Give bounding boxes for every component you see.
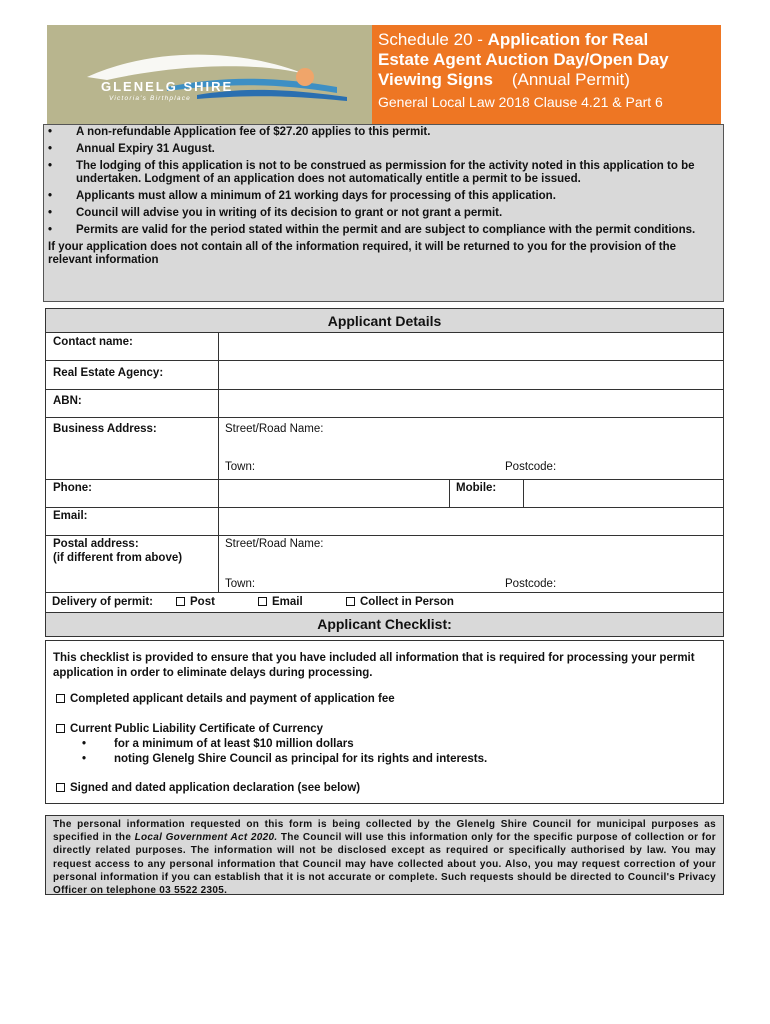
form-subtitle: General Local Law 2018 Clause 4.21 & Part 6 [378, 94, 663, 110]
abn-row [46, 390, 723, 418]
notice-bullet: • Applicants must allow a minimum of 21 working days for processing of this application. [48, 190, 719, 203]
checklist-item-liability-certificate[interactable]: Current Public Liability Certificate of Currency [56, 723, 323, 735]
postal-address-note: (if different from above) [53, 552, 183, 564]
delivery-post-option[interactable]: Post [176, 596, 215, 608]
town-label: Town: [225, 461, 256, 473]
mobile-input[interactable] [523, 480, 723, 507]
phone-row [46, 480, 723, 508]
abn-input[interactable] [218, 390, 723, 417]
postal-address-label: Postal address: [53, 538, 139, 550]
postcode-label: Postcode: [505, 461, 557, 473]
notice-bullet: • Permits are valid for the period stated within the permit and are subject to compliance with the permit conditions. [48, 224, 719, 237]
postal-address-input[interactable] [218, 536, 723, 592]
applicant-checklist [45, 640, 724, 804]
checkbox-icon[interactable] [56, 694, 65, 703]
notice-box [43, 124, 724, 302]
notice-bullet: • Council will advise you in writing of its decision to grant or not grant a permit. [48, 207, 719, 220]
checkbox-icon[interactable] [56, 783, 65, 792]
checkbox-icon[interactable] [176, 597, 185, 606]
street-label: Street/Road Name: [225, 423, 324, 435]
council-logo [47, 25, 372, 124]
applicant-details-heading: Applicant Details [46, 309, 723, 333]
contact-name-label: Contact name: [53, 336, 133, 348]
checklist-subitem: • noting Glenelg Shire Council as principal for its rights and interests. [86, 753, 487, 765]
checklist-subitem: • for a minimum of at least $10 million dollars [86, 738, 354, 750]
phone-label: Phone: [53, 482, 92, 494]
agency-row [46, 361, 723, 390]
email-row [46, 508, 723, 536]
checklist-item-declaration[interactable]: Signed and dated application declaration (see below) [56, 782, 360, 794]
postal-address-row [46, 536, 723, 593]
checklist-heading: Applicant Checklist: [46, 613, 723, 636]
email-input[interactable] [218, 508, 723, 535]
agency-input[interactable] [218, 361, 723, 389]
act-name: Local Government Act 2020. [134, 832, 278, 844]
checkbox-icon[interactable] [258, 597, 267, 606]
business-address-label: Business Address: [53, 423, 157, 435]
email-label: Email: [53, 510, 88, 522]
form-title-line1: Schedule 20 - Application for Real [378, 30, 649, 49]
form-title-banner [372, 25, 721, 124]
delivery-email-option[interactable]: Email [258, 596, 303, 608]
notice-bullet: • Annual Expiry 31 August. [48, 143, 719, 156]
notice-bullet: • The lodging of this application is not to be construed as permission for the activity noted in this application to be undertaken. Lodgment of an application does not automatically entitle a permit to be issued. [48, 160, 719, 186]
form-title-line2: Estate Agent Auction Day/Open Day [378, 50, 669, 69]
applicant-details-table [45, 308, 724, 637]
delivery-label: Delivery of permit: [52, 596, 153, 608]
postal-postcode-label: Postcode: [505, 578, 557, 590]
postal-street-label: Street/Road Name: [225, 538, 324, 550]
delivery-row [46, 593, 723, 613]
checklist-item-applicant-details[interactable]: Completed applicant details and payment of application fee [56, 693, 395, 705]
postal-town-label: Town: [225, 578, 256, 590]
checkbox-icon[interactable] [56, 724, 65, 733]
notice-bullet: • A non-refundable Application fee of $27.20 applies to this permit. [48, 126, 719, 139]
checkbox-icon[interactable] [346, 597, 355, 606]
form-title-line3: Viewing Signs (Annual Permit) [378, 70, 630, 89]
business-address-row [46, 418, 723, 480]
logo-name: GLENELG SHIRE [101, 79, 234, 94]
privacy-statement: The personal information requested on this form is being collected by the Glenelg Shire Council for municipal purposes as specified in the Local Government Act 2020. The Council will use this information only for the specific purpose of collection or for directly related purposes. The information will not be disclosed except as required or specifically authorised by law. You may request access to any personal information that Council may have collected about you. Also, you may request correction of your personal information if you can establish that it is not accurate or complete. Such requests should be directed to Council's Privacy Officer on telephone 03 5522 2305. [45, 815, 724, 895]
contact-name-input[interactable] [218, 333, 723, 360]
phone-input[interactable] [218, 480, 447, 507]
business-address-input[interactable] [218, 418, 723, 479]
delivery-collect-option[interactable]: Collect in Person [346, 596, 454, 608]
abn-label: ABN: [53, 395, 82, 407]
logo-swoosh-graphic [47, 25, 372, 124]
contact-name-row [46, 333, 723, 361]
logo-tagline: Victoria's Birthplace [109, 95, 191, 102]
notice-final: If your application does not contain all of the information required, it will be returned to you for the provision of the relevant information [48, 241, 677, 266]
checklist-intro: This checklist is provided to ensure that you have included all information that is required for processing your permit application in order to eliminate delays during processing. [53, 652, 695, 679]
mobile-label: Mobile: [456, 482, 497, 494]
agency-label: Real Estate Agency: [53, 367, 164, 379]
